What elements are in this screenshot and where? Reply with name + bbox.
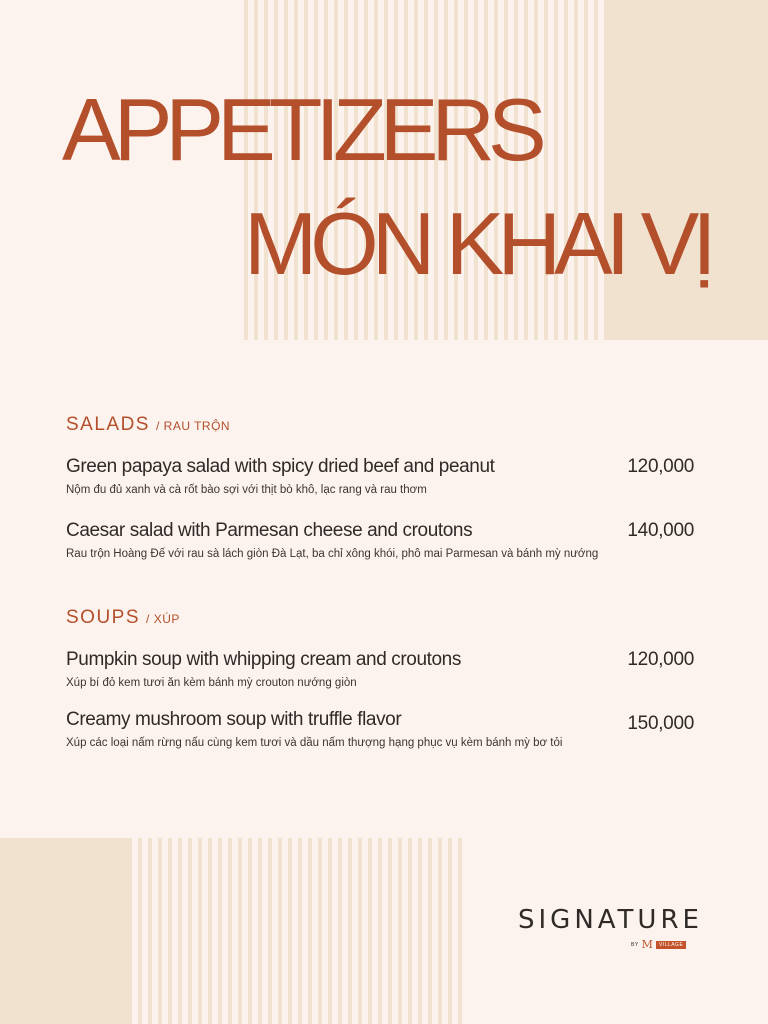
- page-title-vi: MÓN KHAI VỊ: [244, 194, 710, 293]
- menu-item-caesar-salad: [66, 520, 696, 560]
- menu-item-price: 140,000: [627, 520, 694, 541]
- menu-item-price: 120,000: [627, 456, 694, 477]
- bottom-decor-block: [0, 838, 128, 1024]
- logo-wordmark: SIGNATURE: [518, 905, 703, 935]
- menu-item-description: Rau trộn Hoàng Đế với rau sà lách giòn Đà Lạt, ba chỉ xông khói, phô mai Parmesan và bánh mỳ nướng: [66, 548, 599, 560]
- section-title-salads: [66, 414, 230, 436]
- menu-item-name: Pumpkin soup with whipping cream and croutons: [66, 649, 461, 670]
- menu-item-mushroom-soup: [66, 709, 696, 749]
- menu-item-price: 120,000: [627, 649, 694, 670]
- menu-item-name: Caesar salad with Parmesan cheese and croutons: [66, 520, 473, 541]
- menu-item-pumpkin-soup: [66, 649, 696, 689]
- menu-item-name: Green papaya salad with spicy dried beef and peanut: [66, 456, 495, 477]
- section-sublabel: / XÚP: [146, 612, 180, 626]
- logo-by-text: BY: [631, 941, 639, 948]
- menu-item-description: Nộm đu đủ xanh và cà rốt bào sợi với thịt bò khô, lạc rang và rau thơm: [66, 484, 427, 496]
- section-sublabel: / RAU TRỘN: [155, 419, 231, 433]
- signature-logo: [518, 905, 703, 951]
- logo-village-badge: VILLAGE: [656, 941, 686, 949]
- section-label: SALADS: [66, 414, 150, 435]
- logo-byline: [631, 939, 686, 950]
- section-label: SOUPS: [66, 607, 141, 628]
- section-title-soups: [66, 607, 180, 629]
- menu-item-price: 150,000: [627, 713, 694, 734]
- menu-item-name: Creamy mushroom soup with truffle flavor: [66, 709, 402, 730]
- menu-item-description: Xúp bí đỏ kem tươi ăn kèm bánh mỳ crouton nướng giòn: [66, 677, 357, 689]
- logo-m-mark: M: [641, 938, 653, 951]
- menu-item-description: Xúp các loại nấm rừng nấu cùng kem tươi và dầu nấm thượng hạng phục vụ kèm bánh mỳ bơ tỏi: [66, 737, 563, 749]
- bottom-decor-stripes: [128, 838, 468, 1024]
- page-title-en: APPETIZERS: [62, 80, 540, 179]
- menu-item-green-papaya-salad: [66, 456, 696, 496]
